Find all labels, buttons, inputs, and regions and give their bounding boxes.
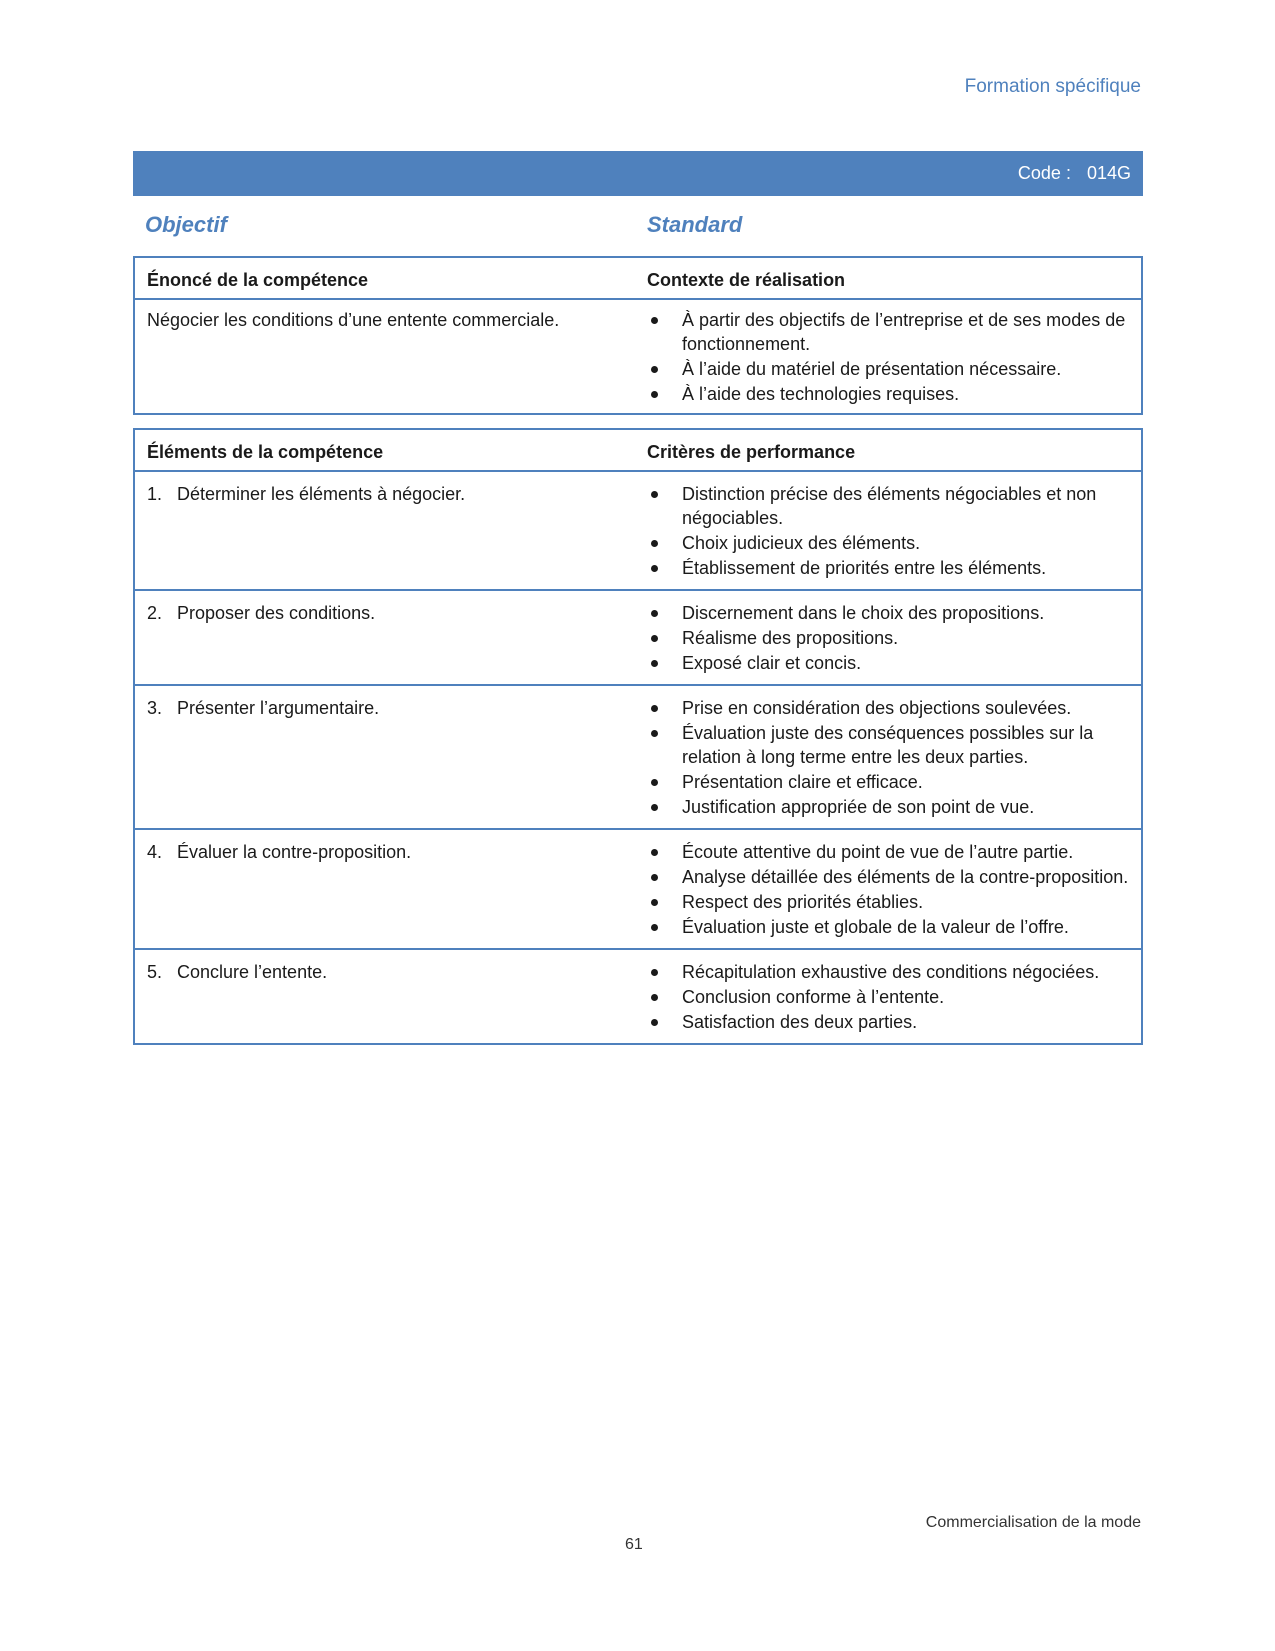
objective-heading: Objectif: [145, 212, 227, 237]
element-text: Proposer des conditions.: [177, 603, 376, 623]
list-item: À l’aide du matériel de présentation nécessaire.: [647, 357, 1131, 381]
element-text: Conclure l’entente.: [177, 962, 328, 982]
list-item: Récapitulation exhaustive des conditions négociées.: [647, 960, 1131, 984]
table-row: [134, 685, 1142, 829]
list-item: Exposé clair et concis.: [647, 651, 1131, 675]
criteria-list: [647, 960, 1131, 1034]
table-row: [134, 471, 1142, 590]
competence-element: [147, 482, 647, 506]
list-item: Satisfaction des deux parties.: [647, 1010, 1131, 1034]
list-item: À l’aide des technologies requises.: [647, 382, 1131, 406]
performance-table: [133, 428, 1143, 1045]
criteria-list: [647, 840, 1131, 939]
footer-title: Commercialisation de la mode: [925, 1514, 1141, 1531]
element-number: 4.: [147, 842, 163, 862]
list-item: Prise en considération des objections soulevées.: [647, 696, 1131, 720]
standard-heading: Standard: [647, 212, 743, 237]
element-number: 3.: [147, 698, 163, 718]
competence-element: [147, 960, 647, 984]
list-item: Établissement de priorités entre les éléments.: [647, 556, 1131, 580]
element-text: Déterminer les éléments à négocier.: [177, 484, 466, 504]
competence-statement: Négocier les conditions d’une entente commerciale.: [147, 310, 560, 330]
element-number: 1.: [147, 484, 163, 504]
context-list: [647, 308, 1131, 406]
code-bar: [133, 151, 1143, 196]
list-item: Présentation claire et efficace.: [647, 770, 1131, 794]
list-item: Discernement dans le choix des propositions.: [647, 601, 1131, 625]
criteria-list: [647, 482, 1131, 580]
element-number: 5.: [147, 962, 163, 982]
page-number: 61: [625, 1536, 643, 1553]
competence-element: [147, 840, 647, 864]
criteria-list: [647, 601, 1131, 675]
table-row: [134, 829, 1142, 949]
competence-row: [134, 299, 1142, 414]
competence-table: [133, 256, 1143, 415]
list-item: Conclusion conforme à l’entente.: [647, 985, 1131, 1009]
context-heading: Contexte de réalisation: [647, 270, 846, 290]
element-text: Évaluer la contre-proposition.: [177, 842, 412, 862]
element-number: 2.: [147, 603, 163, 623]
list-item: Réalisme des propositions.: [647, 626, 1131, 650]
element-text: Présenter l’argumentaire.: [177, 698, 380, 718]
list-item: Évaluation juste et globale de la valeur de l’offre.: [647, 915, 1131, 939]
statement-heading: Énoncé de la compétence: [147, 270, 369, 290]
running-header: Formation spécifique: [964, 76, 1141, 97]
list-item: Distinction précise des éléments négociables et non négociables.: [647, 482, 1131, 530]
competence-header-row: [134, 257, 1142, 299]
competence-element: [147, 696, 647, 720]
list-item: Choix judicieux des éléments.: [647, 531, 1131, 555]
list-item: À partir des objectifs de l’entreprise et de ses modes de fonctionnement.: [647, 308, 1131, 356]
competence-element: [147, 601, 647, 625]
list-item: Évaluation juste des conséquences possibles sur la relation à long terme entre les deux parties.: [647, 721, 1131, 769]
list-item: Analyse détaillée des éléments de la contre-proposition.: [647, 865, 1131, 889]
code-value: 014G: [1086, 163, 1131, 183]
performance-header-row: [134, 429, 1142, 471]
elements-heading: Éléments de la compétence: [147, 442, 384, 462]
code-label: Code :: [1017, 163, 1071, 183]
table-row: [134, 590, 1142, 685]
criteria-list: [647, 696, 1131, 819]
list-item: Justification appropriée de son point de vue.: [647, 795, 1131, 819]
table-row: [134, 949, 1142, 1044]
list-item: Écoute attentive du point de vue de l’autre partie.: [647, 840, 1131, 864]
list-item: Respect des priorités établies.: [647, 890, 1131, 914]
criteria-heading: Critères de performance: [647, 442, 856, 462]
